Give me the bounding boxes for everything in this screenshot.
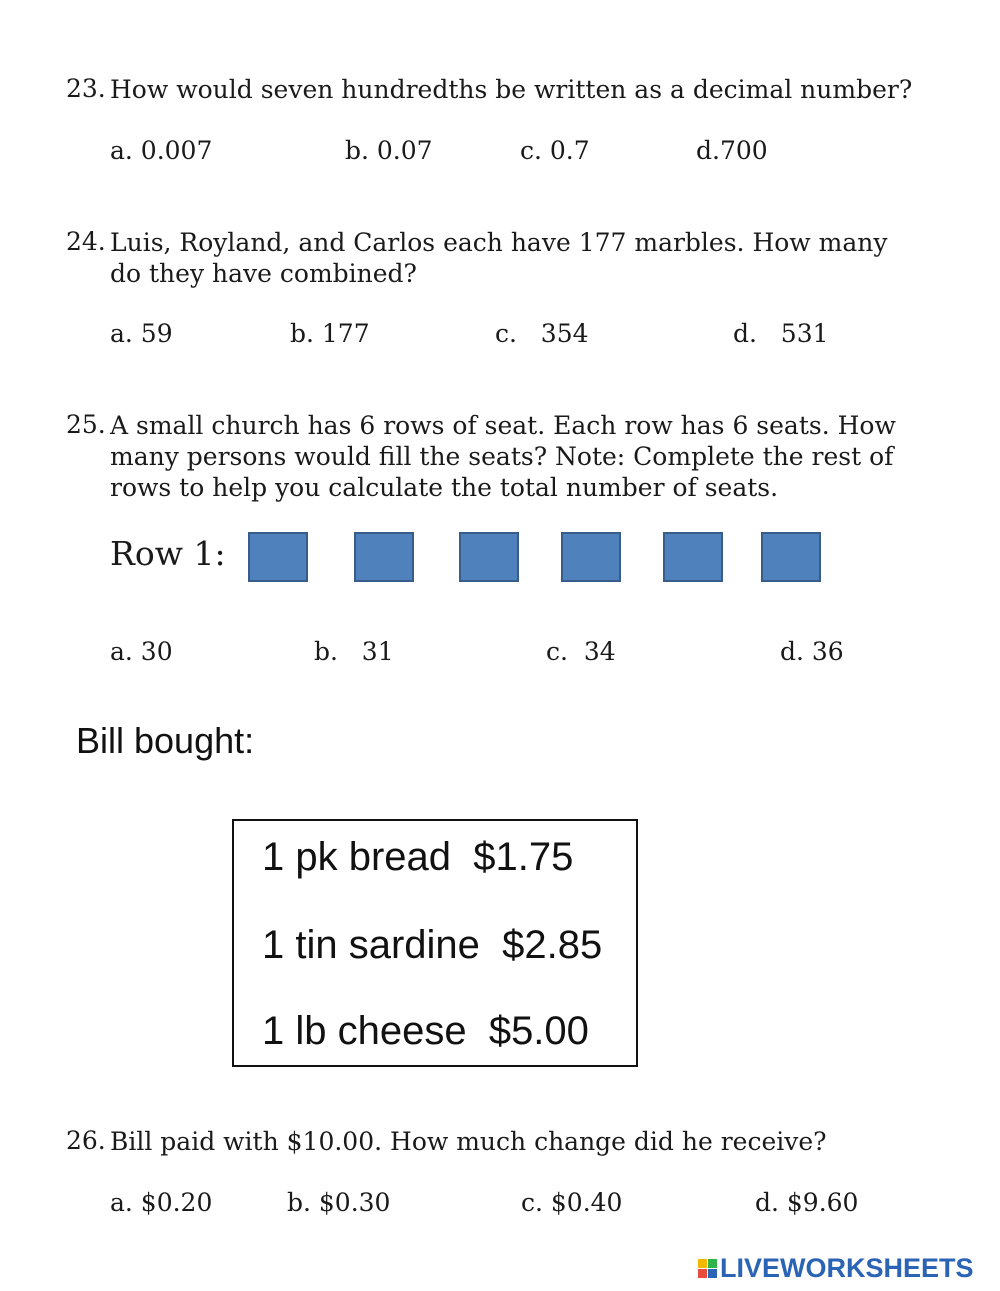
question-25-option-a[interactable]: a. 30: [110, 637, 173, 666]
question-23-text: How would seven hundredths be written as a decimal number?: [110, 75, 913, 104]
liveworksheets-logo-text: LIVEWORKSHEETS: [720, 1252, 974, 1283]
question-24-option-a[interactable]: a. 59: [110, 319, 173, 348]
question-25-option-c[interactable]: c. 34: [546, 637, 616, 666]
question-23-option-b[interactable]: b. 0.07: [345, 136, 433, 165]
question-25-option-d[interactable]: d. 36: [780, 637, 844, 666]
receipt-item-bread: 1 pk bread $1.75: [262, 835, 574, 879]
question-23-option-d[interactable]: d.700: [696, 136, 768, 165]
receipt-item-cheese: 1 lb cheese $5.00: [262, 1009, 589, 1053]
receipt-item-sardine: 1 tin sardine $2.85: [262, 923, 603, 967]
question-25-text: A small church has 6 rows of seat. Each row has 6 seats. How many persons would fill the seats? Note: Complete the rest of rows to help you calculate the total number of seats.: [110, 411, 896, 502]
seat-2: [354, 532, 414, 582]
question-26-option-d[interactable]: d. $9.60: [755, 1188, 859, 1217]
receipt-box: [232, 819, 638, 1067]
row-1-label: Row 1:: [110, 534, 226, 573]
question-26-text: Bill paid with $10.00. How much change did he receive?: [110, 1127, 827, 1156]
question-24-option-c[interactable]: c. 354: [495, 319, 589, 348]
bill-title: Bill bought:: [76, 720, 255, 761]
question-26-number: 26.: [66, 1126, 106, 1155]
seat-6: [761, 532, 821, 582]
question-26-option-b[interactable]: b. $0.30: [287, 1188, 391, 1217]
seat-4: [561, 532, 621, 582]
liveworksheets-logo-icon: [698, 1259, 717, 1278]
question-23-option-c[interactable]: c. 0.7: [520, 136, 590, 165]
seat-3: [459, 532, 519, 582]
question-25-option-b[interactable]: b. 31: [314, 637, 394, 666]
question-26-option-c[interactable]: c. $0.40: [521, 1188, 623, 1217]
seat-1: [248, 532, 308, 582]
liveworksheets-logo[interactable]: [698, 1253, 974, 1283]
question-25-number: 25.: [66, 410, 106, 439]
question-24-option-d[interactable]: d. 531: [733, 319, 829, 348]
seat-5: [663, 532, 723, 582]
question-24-text: Luis, Royland, and Carlos each have 177 marbles. How many do they have combined?: [110, 228, 888, 288]
question-23-number: 23.: [66, 74, 106, 103]
question-24-option-b[interactable]: b. 177: [290, 319, 370, 348]
question-24-number: 24.: [66, 227, 106, 256]
question-26-option-a[interactable]: a. $0.20: [110, 1188, 213, 1217]
question-23-option-a[interactable]: a. 0.007: [110, 136, 213, 165]
